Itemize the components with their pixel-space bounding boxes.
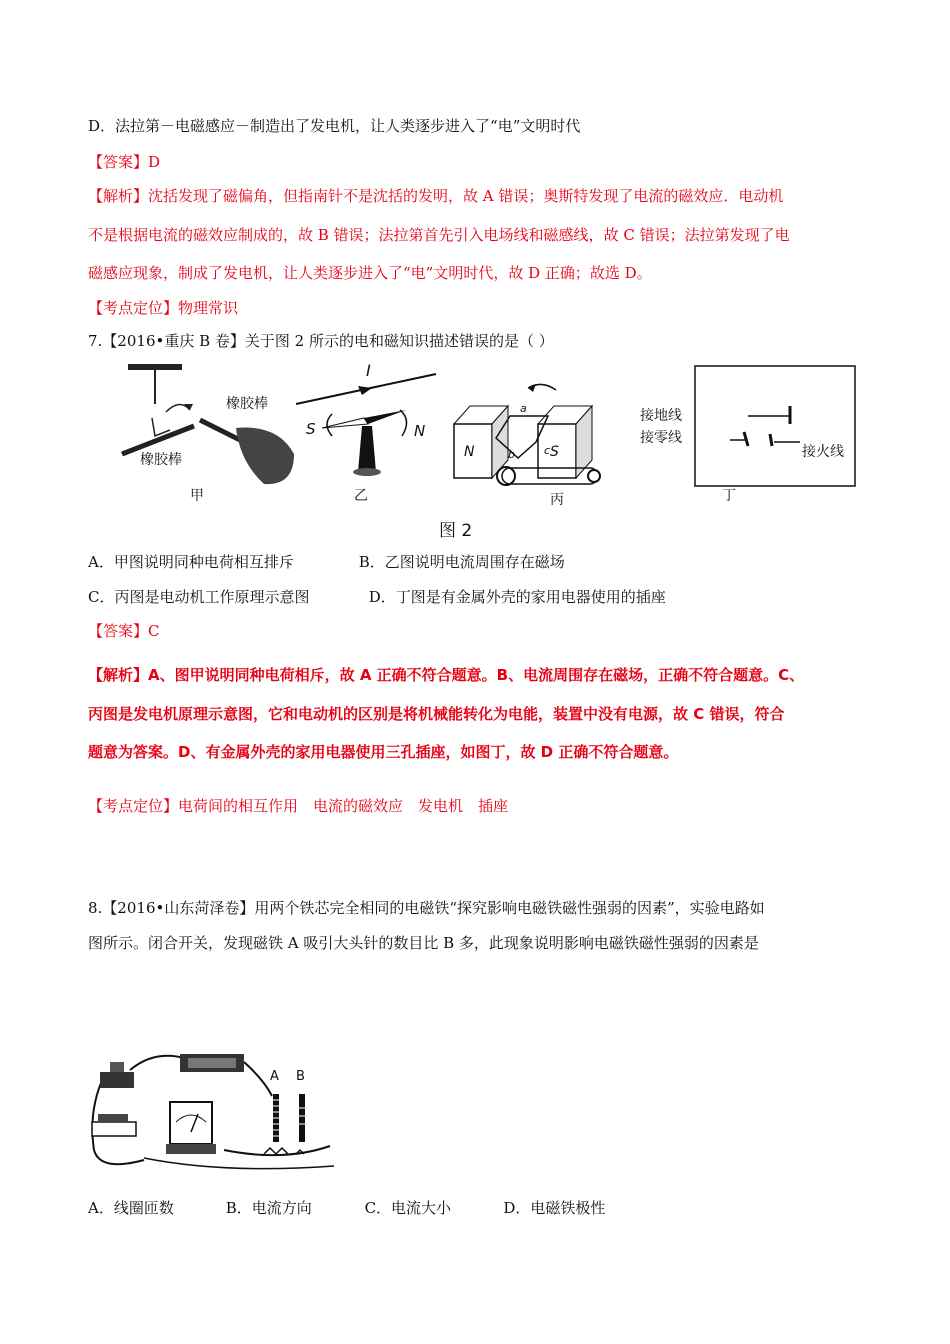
bing-b-label: b xyxy=(508,448,515,461)
q7-options-cd xyxy=(88,587,666,607)
q7-figure-svg xyxy=(118,358,868,544)
q6-knowledge-point: 【考点定位】物理常识 xyxy=(88,299,239,317)
bing-a-label: a xyxy=(520,402,527,415)
q8-magnet-b-label: B xyxy=(296,1069,305,1084)
bing-label: 丙 xyxy=(550,492,564,508)
yi-current-label: I xyxy=(366,361,371,380)
yi-label: 乙 xyxy=(354,488,368,504)
yi-diagram xyxy=(296,361,436,504)
q8-option-c: C．电流大小 xyxy=(364,1199,452,1217)
yi-s-label: S xyxy=(306,420,316,438)
q7-figure xyxy=(118,358,868,544)
q8-options xyxy=(88,1198,605,1218)
bing-c-label: c xyxy=(544,444,551,457)
ding-neutral-label: 接零线 xyxy=(640,430,682,446)
jia-rod-label-bottom: 橡胶棒 xyxy=(140,452,182,468)
q7-analysis-line-2: 丙图是发电机原理示意图，它和电动机的区别是将机械能转化为电能，装置中没有电源，故 C 错误，符合 xyxy=(88,705,785,723)
q6-analysis-line-1: 【解析】沈括发现了磁偏角，但指南针不是沈括的发明，故 A 错误；奥斯特发现了电流的磁效应．电动机 xyxy=(88,187,784,205)
q8-stem-line-2: 图所示。闭合开关，发现磁铁 A 吸引大头针的数目比 B 多，此现象说明影响电磁铁磁性强弱的因素是 xyxy=(88,934,759,952)
q8-magnet-a-label: A xyxy=(270,1069,279,1084)
jia-label: 甲 xyxy=(190,488,204,504)
q7-option-c: C．丙图是电动机工作原理示意图 xyxy=(88,588,310,606)
q8-circuit-svg xyxy=(84,1050,354,1174)
q6-answer: 【答案】D xyxy=(88,153,161,171)
q7-option-d: D．丁图是有金属外壳的家用电器使用的插座 xyxy=(368,588,666,606)
q6-option-d: D．法拉第－电磁感应－制造出了发电机，让人类逐步进入了“电”文明时代 xyxy=(88,117,581,135)
q7-options-ab xyxy=(88,552,565,572)
q6-analysis-line-2: 不是根据电流的磁效应制成的，故 B 错误；法拉第首先引入电场线和磁感线，故 C 错误；法拉第发现了电 xyxy=(88,226,790,244)
yi-n-label: N xyxy=(414,422,426,440)
ding-label: 丁 xyxy=(722,488,736,504)
q7-option-b: B．乙图说明电流周围存在磁场 xyxy=(358,553,565,571)
q8-option-b: B．电流方向 xyxy=(225,1199,312,1217)
q6-analysis-line-3: 磁感应现象，制成了发电机，让人类逐步进入了“电”文明时代，故 D 正确；故选 D。 xyxy=(88,264,652,282)
bing-s-label: S xyxy=(550,444,559,460)
q7-figure-caption: 图 2 xyxy=(439,521,473,541)
q8-option-a: A．线圈匝数 xyxy=(88,1199,174,1217)
q7-stem: 7.【2016•重庆 B 卷】关于图 2 所示的电和磁知识描述错误的是（ ） xyxy=(88,332,554,350)
q8-stem-line-1: 8.【2016•山东菏泽卷】用两个铁芯完全相同的电磁铁“探究影响电磁铁磁性强弱的因素”，实验电路如 xyxy=(88,899,765,917)
q7-answer: 【答案】C xyxy=(88,622,160,640)
ding-ground-label: 接地线 xyxy=(640,408,682,424)
q8-circuit-figure xyxy=(84,1050,354,1174)
jia-rod-label-top: 橡胶棒 xyxy=(226,396,268,412)
jia-diagram xyxy=(122,364,294,504)
q7-option-a: A．甲图说明同种电荷相互排斥 xyxy=(88,553,294,571)
q7-analysis-line-3: 题意为答案。D、有金属外壳的家用电器使用三孔插座，如图丁，故 D 正确不符合题意。 xyxy=(88,743,679,761)
bing-diagram xyxy=(454,384,600,508)
ding-live-label: 接火线 xyxy=(802,444,844,460)
ding-diagram xyxy=(640,366,855,504)
q7-knowledge-point: 【考点定位】电荷间的相互作用 电流的磁效应 发电机 插座 xyxy=(88,797,509,815)
bing-n-label: N xyxy=(464,444,475,460)
q8-option-d: D．电磁铁极性 xyxy=(503,1199,606,1217)
q7-analysis-line-1: 【解析】A、图甲说明同种电荷相斥，故 A 正确不符合题意。B、电流周围存在磁场，正确不符合题意。C、 xyxy=(88,666,805,684)
